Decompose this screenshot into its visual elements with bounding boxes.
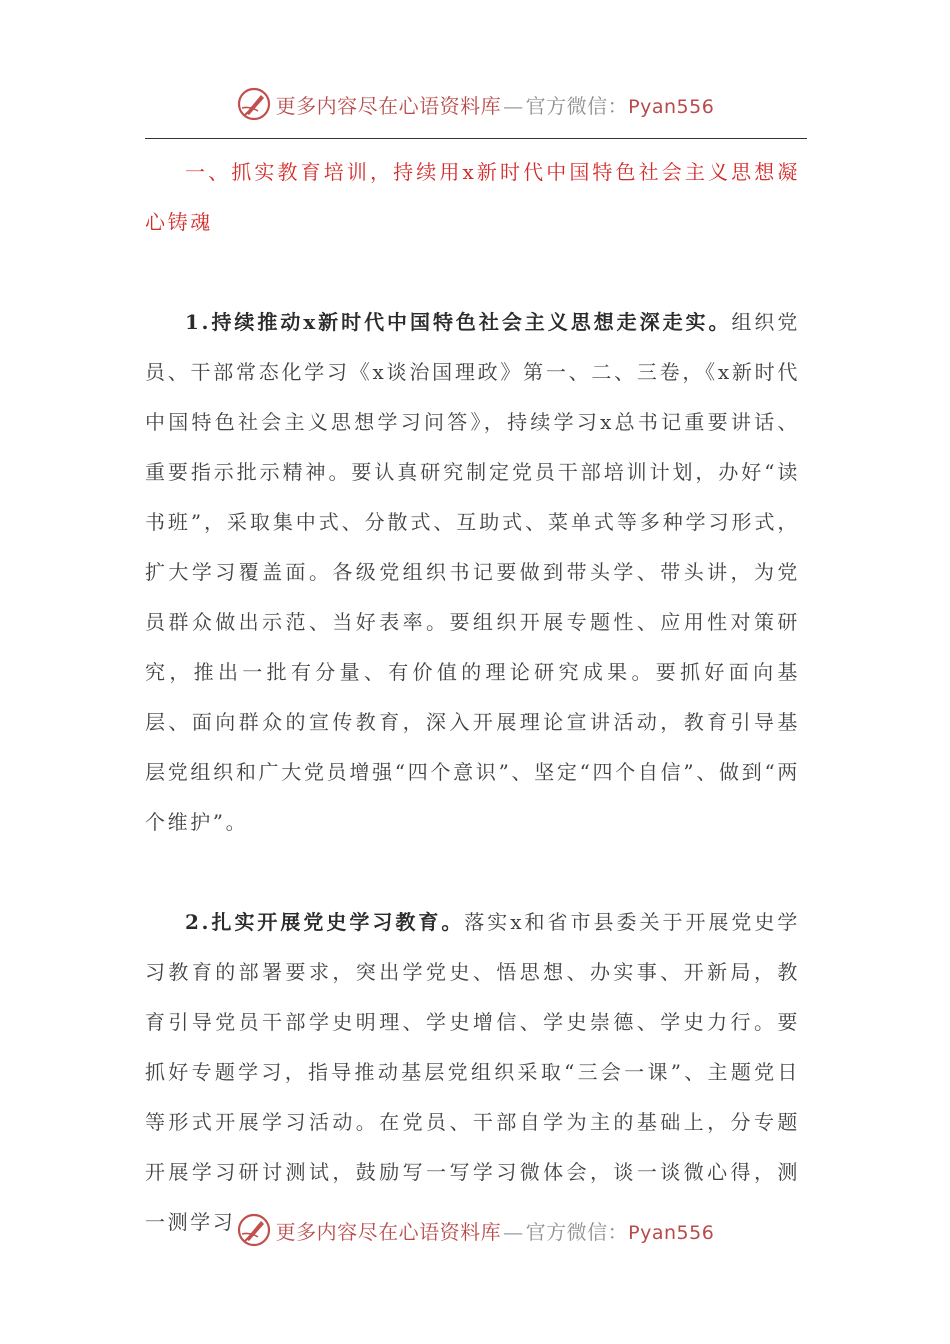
- header-banner: [0, 82, 950, 126]
- header-separator: —: [503, 93, 524, 118]
- section-heading: 一、抓实教育培训，持续用x新时代中国特色社会主义思想凝心铸魂: [145, 160, 800, 234]
- paragraph-2-lead: 2.扎实开展党史学习教育。: [185, 910, 465, 934]
- footer-separator: —: [503, 1219, 524, 1244]
- quill-pen-icon: [236, 86, 272, 122]
- footer-banner: [0, 1208, 950, 1252]
- quill-pen-icon: [236, 1212, 272, 1248]
- header-divider: [145, 138, 807, 139]
- footer-site-name: 更多内容尽在心语资料库: [275, 1219, 502, 1244]
- paragraph-1-body: 组织党员、干部常态化学习《x谈治国理政》第一、二、三卷，《x新时代中国特色社会主义思想学习问答》，持续学习x总书记重要讲话、重要指示批示精神。要认真研究制定党员干部培训计划，办好“读书班”，采取集中式、分散式、互助式、菜单式等多种学习形式，扩大学习覆盖面。各级党组织书记要做到带头学、带头讲，为党员群众做出示范、当好表率。要组织开展专题性、应用性对策研究，推出一批有分量、有价值的理论研究成果。要抓好面向基层、面向群众的宣传教育，深入开展理论宣讲活动，教育引导基层党组织和广大党员增强“四个意识”、坚定“四个自信”、做到“两个维护”。: [145, 310, 800, 834]
- header-wechat-label: 官方微信：: [525, 93, 629, 118]
- header-wechat-id: Pyan556: [628, 95, 715, 118]
- paragraph-1: [145, 297, 800, 847]
- paragraph-2-body: 落实x和省市县委关于开展党史学习教育的部署要求，突出学党史、悟思想、办实事、开新局，教育引导党员干部学史明理、学史增信、学史崇德、学史力行。要抓好专题学习，指导推动基层党组织采取“三会一课”、主题党日等形式开展学习活动。在党员、干部自学为主的基础上，分专题开展学习研讨测试，鼓励写一写学习微体会，谈一谈微心得，测一测学习: [145, 910, 800, 1234]
- header-site-name: 更多内容尽在心语资料库: [275, 93, 502, 118]
- paragraph-1-lead: 1.持续推动x新时代中国特色社会主义思想走深走实。: [185, 310, 732, 334]
- header-text: [276, 90, 715, 119]
- footer-wechat-id: Pyan556: [628, 1221, 715, 1244]
- footer-wechat-label: 官方微信：: [525, 1219, 629, 1244]
- paragraph-2: [145, 897, 800, 1247]
- document-body: [145, 147, 800, 1297]
- footer-text: [276, 1216, 715, 1245]
